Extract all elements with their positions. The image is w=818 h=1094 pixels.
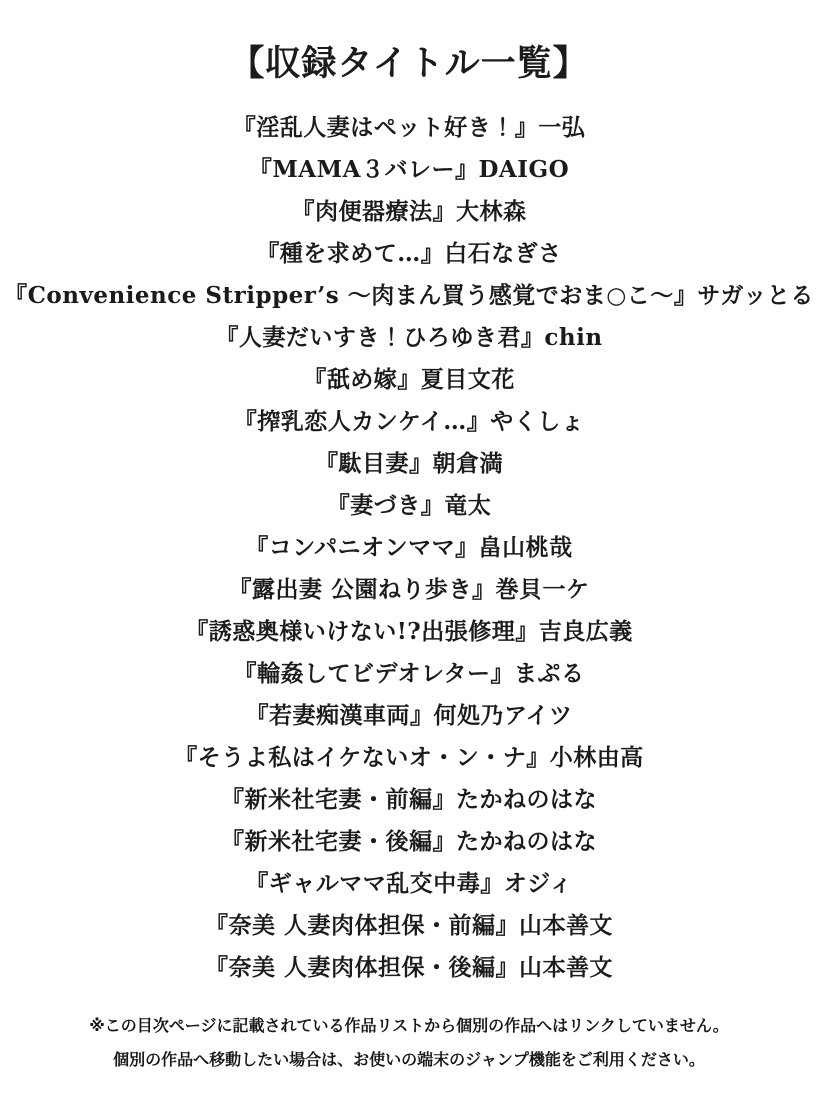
title-list-item: 『奈美 人妻肉体担保・前編』山本善文: [204, 912, 613, 939]
title-list-item: 『輪姦してビデオレター』まぷる: [233, 660, 585, 687]
title-list-item: 『Convenience Stripper’s 〜肉まん買う感覚でおま○こ〜』サガッとる: [4, 282, 814, 309]
title-list-item: 『種を求めて…』白石なぎさ: [256, 240, 562, 267]
title-list-item: 『搾乳恋人カンケイ…』やくしょ: [233, 408, 585, 435]
title-list-item: 『妻づき』竜太: [326, 492, 492, 519]
title-list-item: 『人妻だいすき！ひろゆき君』chin: [215, 324, 603, 351]
title-list-item: 『新米社宅妻・後編』たかねのはな: [221, 828, 597, 855]
title-list-item: 『露出妻 公園ねり歩き』巻貝一ケ: [228, 576, 590, 603]
title-list-item: 『肉便器療法』大林森: [291, 198, 527, 225]
title-list-item: 『MAMA３バレー』DAIGO: [248, 156, 570, 183]
title-list-item: 『新米社宅妻・前編』たかねのはな: [221, 786, 597, 813]
footer-note-line-2: 個別の作品へ移動したい場合は、お使いの端末のジャンプ機能をご利用ください。: [113, 1050, 705, 1069]
footer-note-line-1: ※この目次ページに記載されている作品リストから個別の作品へはリンクしていません。: [89, 1016, 729, 1035]
page-title: 【収録タイトル一覧】: [229, 43, 589, 84]
title-list-item: 『若妻痴漢車両』何処乃アイツ: [245, 702, 573, 729]
title-list-item: 『舐め嫁』夏目文花: [303, 366, 515, 393]
title-list-item: 『そうよ私はイケないオ・ン・ナ』小林由高: [174, 744, 644, 771]
title-list-item: 『奈美 人妻肉体担保・後編』山本善文: [204, 954, 613, 981]
title-list-item: 『ギャルママ乱交中毒』オジィ: [245, 870, 573, 897]
title-list-item: 『淫乱人妻はペット好き！』一弘: [232, 114, 586, 141]
footer-note: [0, 1009, 818, 1077]
title-list-item: 『コンパニオンママ』畠山桃哉: [245, 534, 573, 561]
title-list-item: 『誘惑奥様いけない!?出張修理』吉良広義: [185, 618, 633, 645]
title-list-item: 『駄目妻』朝倉満: [315, 450, 503, 477]
title-list: [0, 107, 818, 989]
